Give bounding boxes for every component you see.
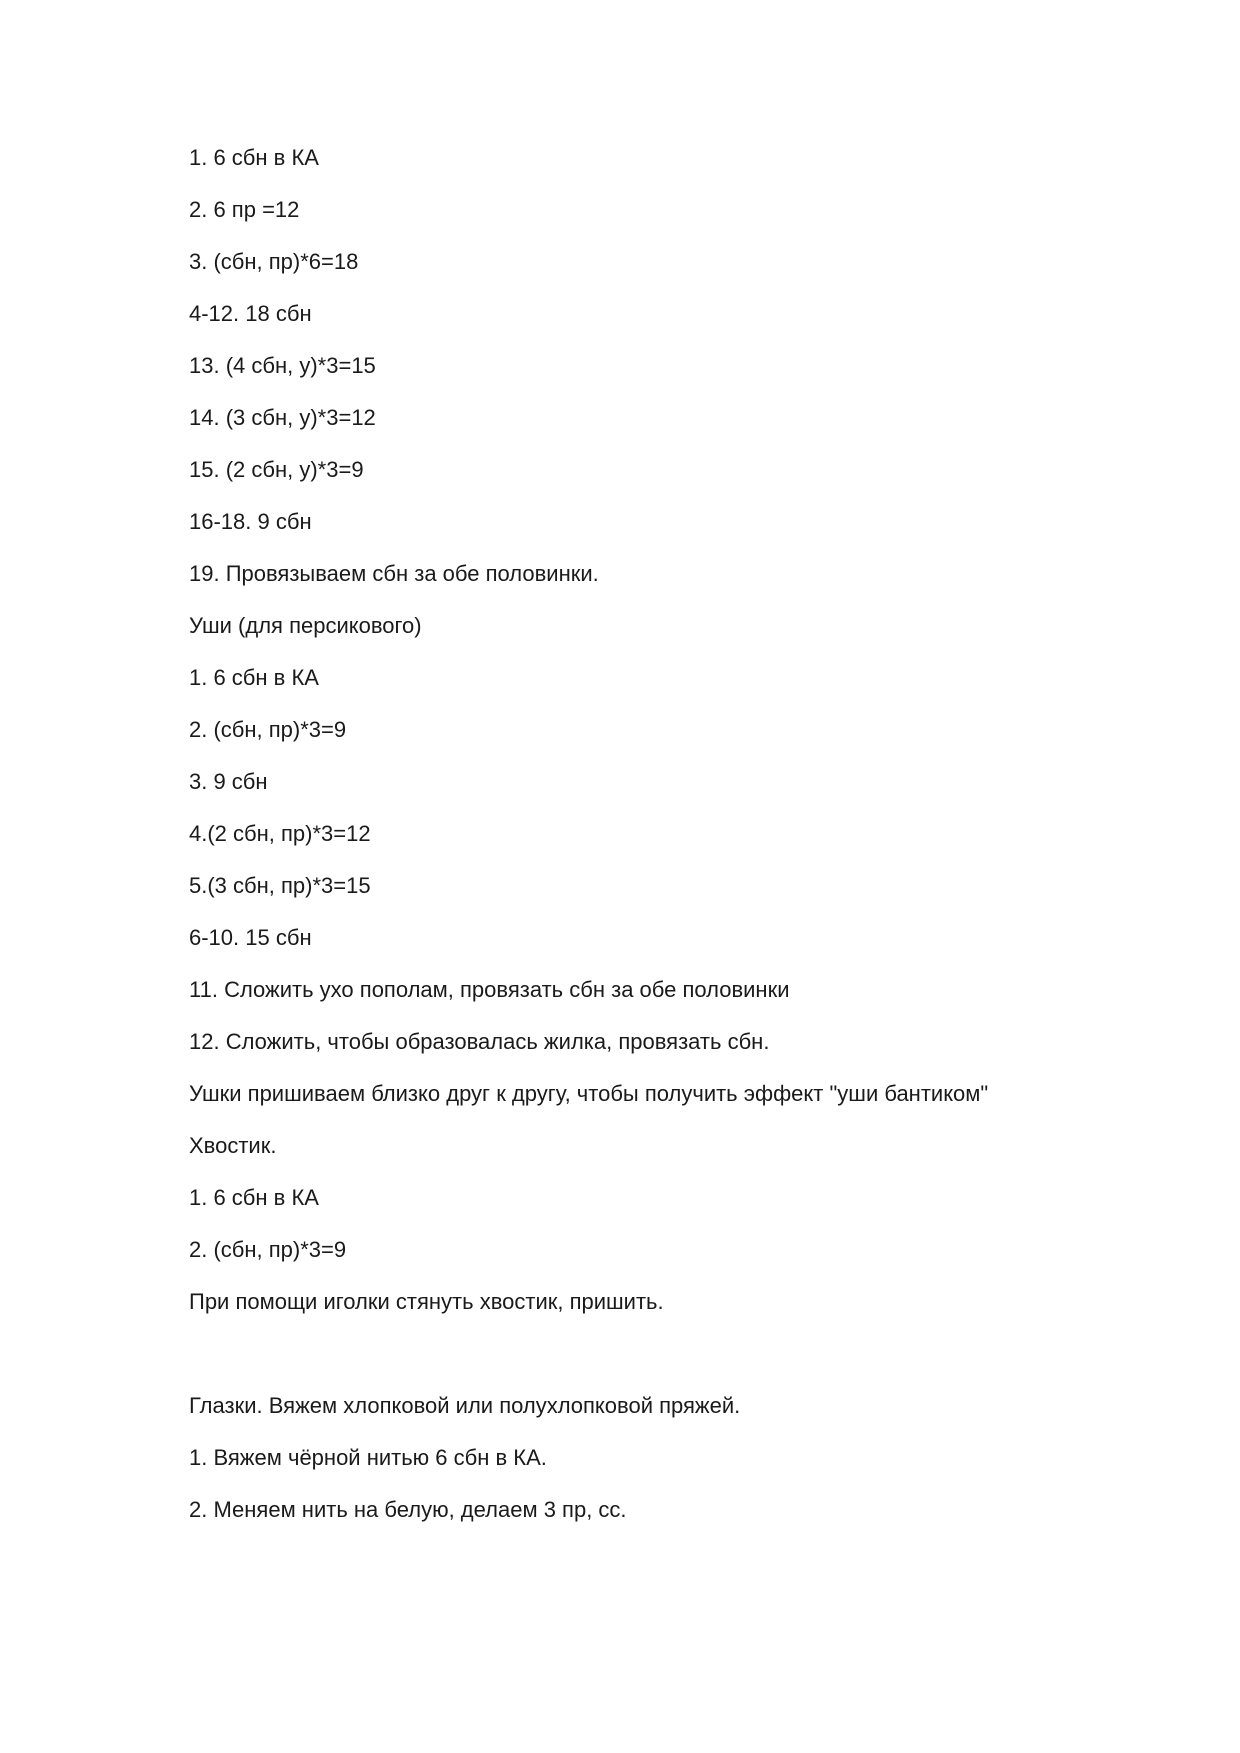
body-row-3: 3. (сбн, пр)*6=18 bbox=[189, 249, 359, 274]
ears-row-3: 3. 9 сбн bbox=[189, 769, 268, 794]
eyes-row-1: 1. Вяжем чёрной нитью 6 сбн в КА. bbox=[189, 1445, 547, 1470]
ears-rows-6-10: 6-10. 15 сбн bbox=[189, 925, 312, 950]
tail-note: При помощи иголки стянуть хвостик, пришить. bbox=[189, 1289, 664, 1314]
body-row-1: 1. 6 сбн в КА bbox=[189, 145, 319, 170]
tail-heading: Хвостик. bbox=[189, 1133, 277, 1158]
body-row-2: 2. 6 пр =12 bbox=[189, 197, 300, 222]
body-rows-16-18: 16-18. 9 сбн bbox=[189, 509, 312, 534]
ears-row-5: 5.(3 сбн, пр)*3=15 bbox=[189, 873, 371, 898]
eyes-heading: Глазки. Вяжем хлопковой или полухлопковой пряжей. bbox=[189, 1393, 741, 1418]
ears-row-4: 4.(2 сбн, пр)*3=12 bbox=[189, 821, 371, 846]
ears-row-1: 1. 6 сбн в КА bbox=[189, 665, 319, 690]
ears-heading: Уши (для персикового) bbox=[189, 613, 422, 638]
eyes-row-2: 2. Меняем нить на белую, делаем 3 пр, сс. bbox=[189, 1497, 627, 1522]
tail-row-2: 2. (сбн, пр)*3=9 bbox=[189, 1237, 347, 1262]
paragraph-spacer bbox=[189, 1341, 1089, 1393]
ears-row-12: 12. Сложить, чтобы образовалась жилка, провязать сбн. bbox=[189, 1029, 770, 1054]
ears-note: Ушки пришиваем близко друг к другу, чтобы получить эффект "уши бантиком" bbox=[189, 1081, 989, 1106]
ears-row-11: 11. Сложить ухо пополам, провязать сбн за обе половинки bbox=[189, 977, 790, 1002]
tail-row-1: 1. 6 сбн в КА bbox=[189, 1185, 319, 1210]
body-row-15: 15. (2 сбн, у)*3=9 bbox=[189, 457, 364, 482]
pattern-text bbox=[189, 145, 1089, 1549]
body-row-19: 19. Провязываем сбн за обе половинки. bbox=[189, 561, 599, 586]
body-rows-4-12: 4-12. 18 сбн bbox=[189, 301, 312, 326]
body-row-13: 13. (4 сбн, у)*3=15 bbox=[189, 353, 376, 378]
body-row-14: 14. (3 сбн, у)*3=12 bbox=[189, 405, 376, 430]
ears-row-2: 2. (сбн, пр)*3=9 bbox=[189, 717, 347, 742]
